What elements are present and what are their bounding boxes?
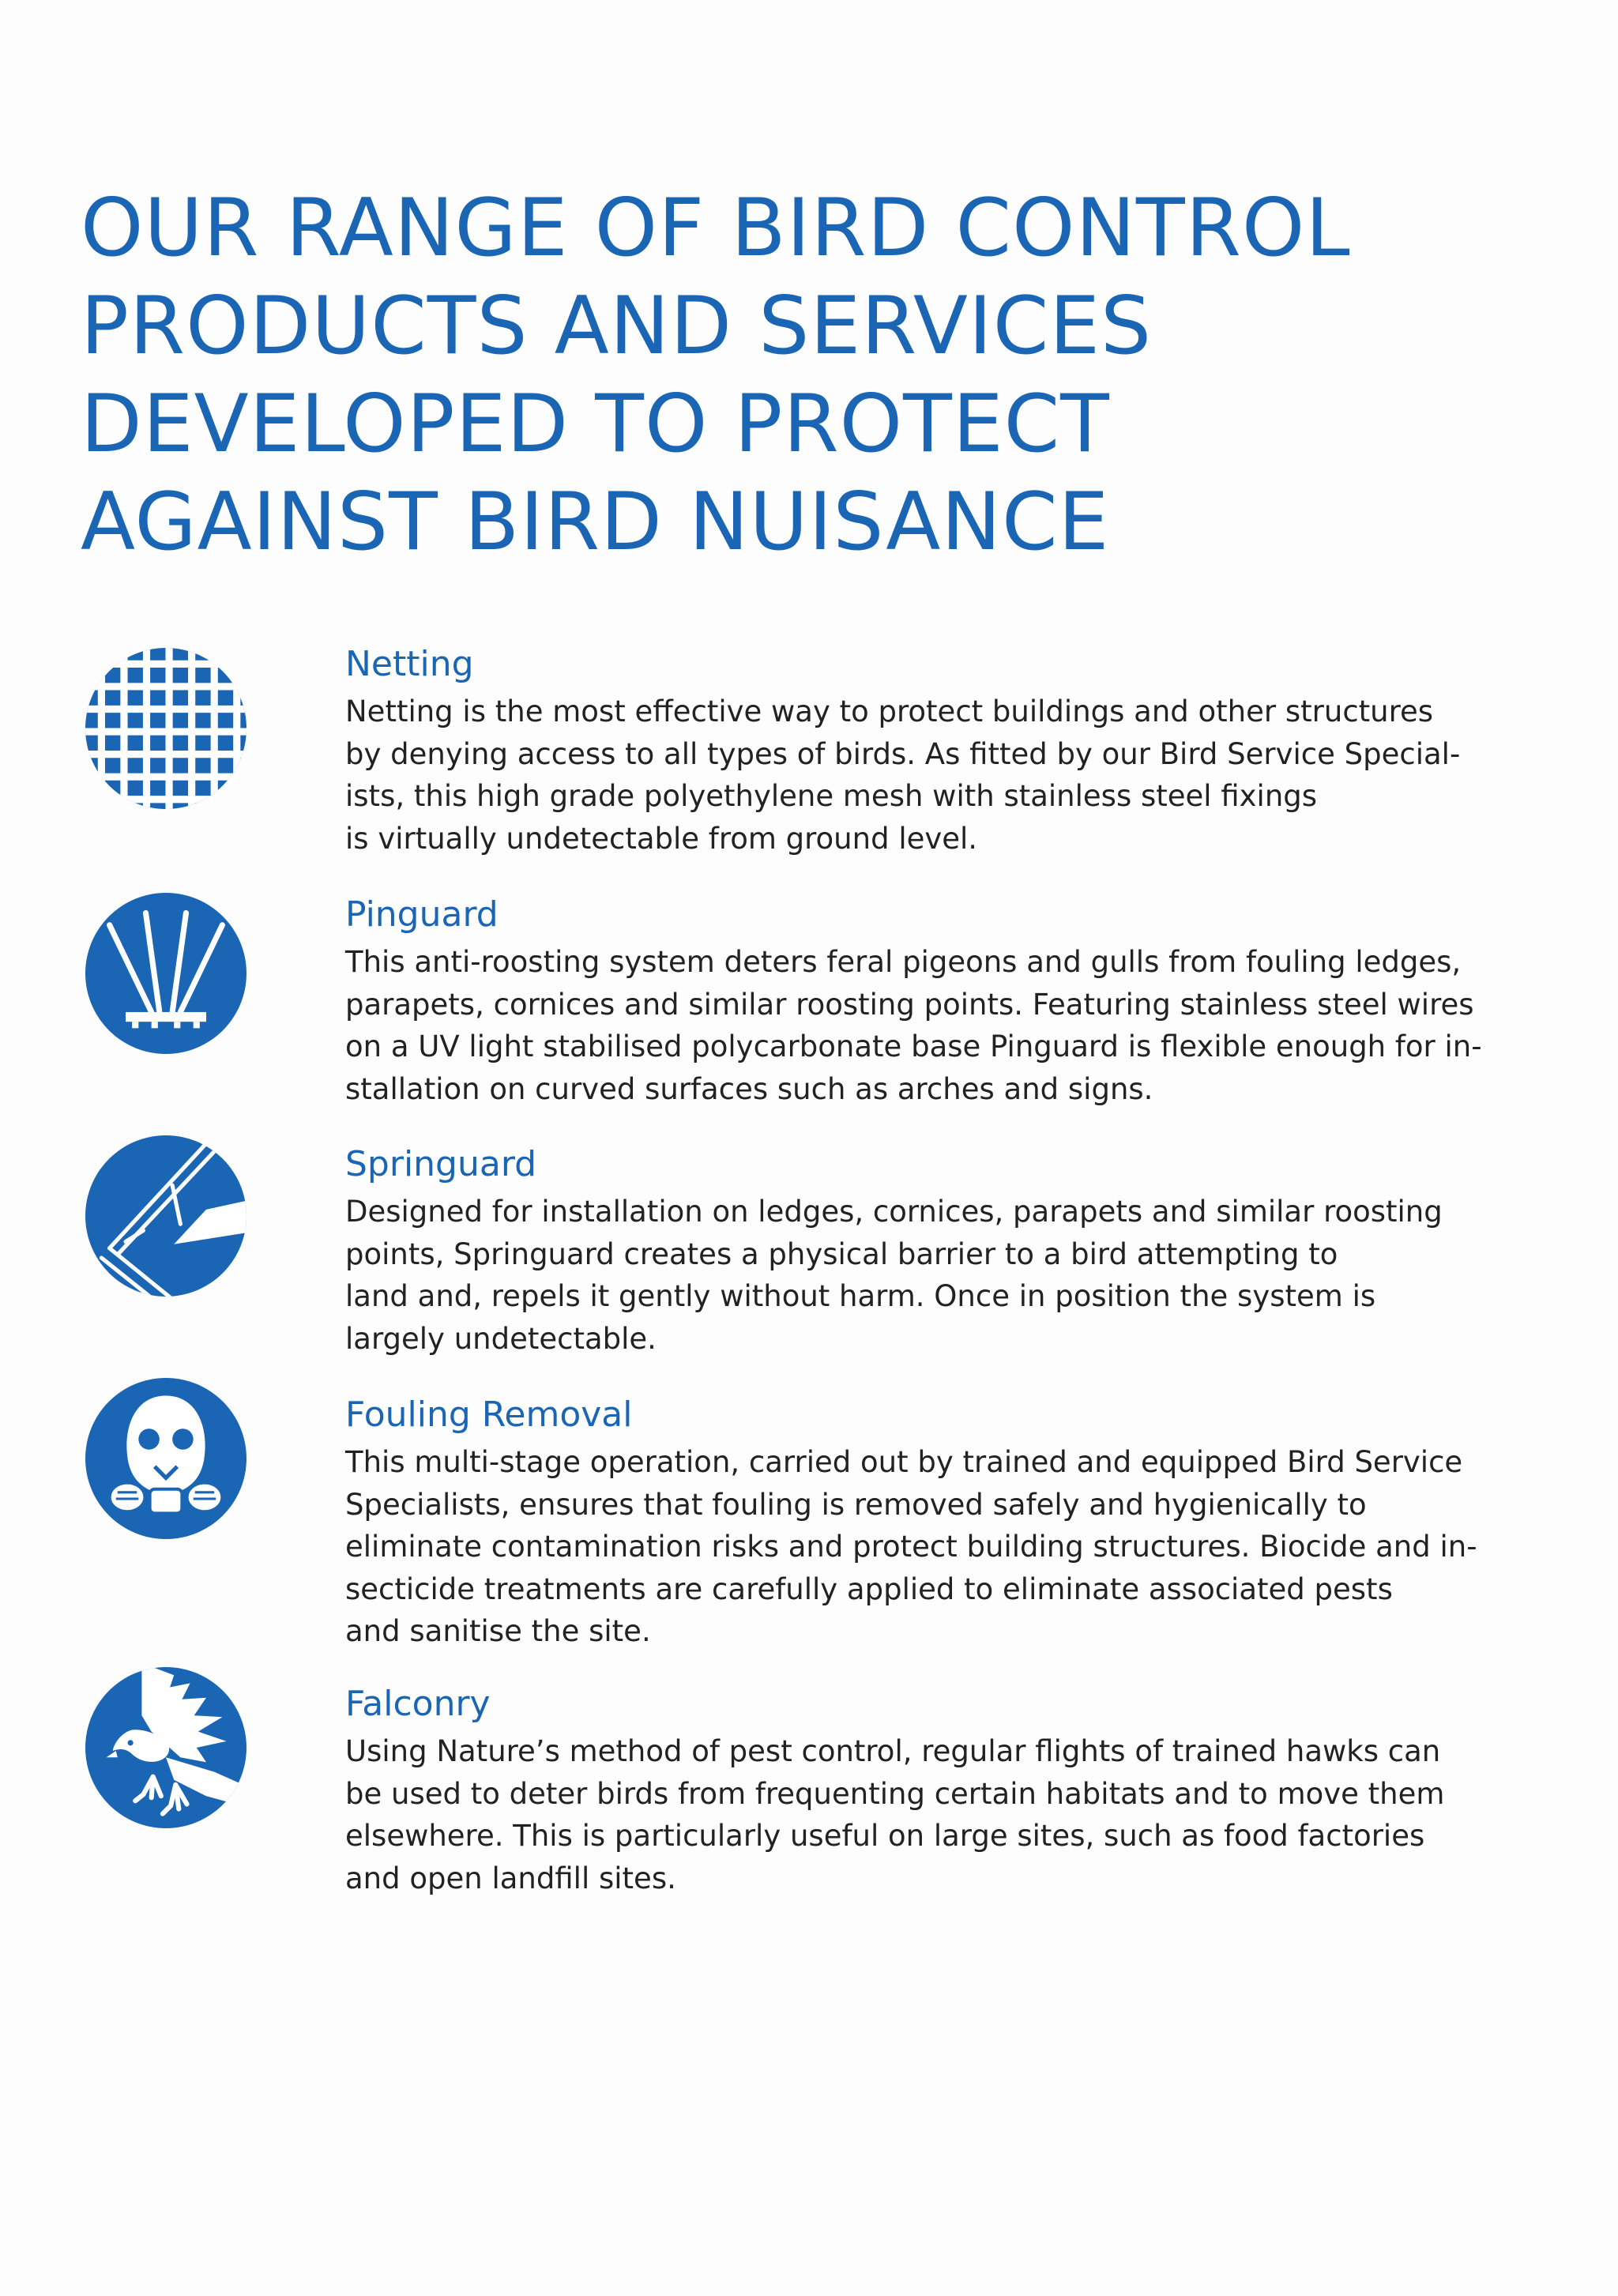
springuard-icon [85,1135,246,1297]
page-title: OUR RANGE OF BIRD CONTROL PRODUCTS AND SERVICES DEVELOPED TO PROTECT AGAINST BIRD NUISANCE [81,181,1351,568]
service-description: This anti-roosting system deters feral pigeons and gulls from fouling ledges, parapets, cornices and similar roosting points. Featuring stainless steel wires on a UV light stabilised polycarbonate base Pinguard is flexible enough for in- stallation on curved surfaces such as arches and signs. [345,945,1482,1106]
service-description: Using Nature’s method of pest control, regular flights of trained hawks can be used to deter birds from frequenting certain habitats and to move them elsewhere. This is particularly useful on large sites, such as food factories and open landfill sites. [345,1734,1445,1895]
service-heading: Pinguard [345,894,499,935]
service-heading: Netting [345,644,474,684]
netting-icon [85,648,246,809]
service-description: Netting is the most effective way to protect buildings and other structures by denying access to all types of birds. As fitted by our Bird Service Special- ists, this high grade polyethylene mesh with stainless steel fixings is virtually undetectable from ground level. [345,694,1461,856]
service-heading: Fouling Removal [345,1395,633,1435]
pinguard-icon [85,893,246,1054]
service-description: Designed for installation on ledges, cornices, parapets and similar roosting points, Springuard creates a physical barrier to a bird attempting to land and, repels it gently without harm. Once in position the system is largely undetectable. [345,1195,1443,1356]
gas-mask-icon [85,1378,246,1539]
service-description: This multi-stage operation, carried out by trained and equipped Bird Service Specialists, ensures that fouling is removed safely and hygienically to eliminate contamination risks and protect building structures. Biocide and in- secticide treatments are carefully applied to eliminate associated pests and sanitise the site. [345,1445,1477,1648]
service-heading: Falconry [345,1684,491,1724]
service-heading: Springuard [345,1144,537,1184]
hawk-icon [85,1667,246,1828]
